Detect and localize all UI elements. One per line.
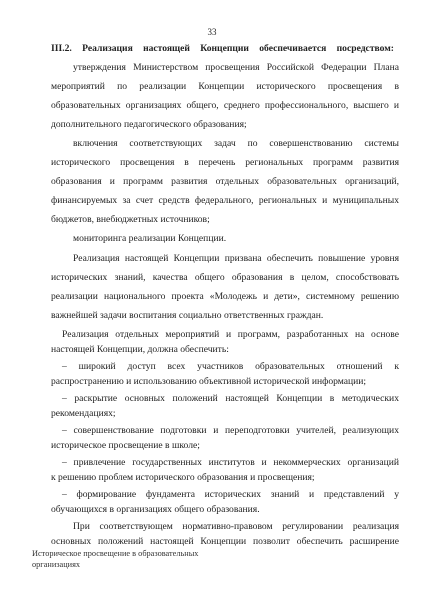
text-line: исторических знаний, качества общего образования в целом, способствовать [51,272,399,283]
text-line: основных положений настоящей Концепции позволит обеспечить расширение [51,536,399,547]
footer-line: организациях [32,560,81,569]
text-line: реализации национального проекта «Молодежь и дети», системному решению [51,291,399,302]
text-line: бюджетов, внебюджетных источников; [51,214,210,225]
text-line: утверждения Министерством просвещения Российской Федерации Плана [73,62,399,73]
text-line: мониторинга реализации Концепции. [73,233,227,244]
text-line: обучающихся в организациях общего образования. [51,504,260,515]
section-heading: III.2. Реализация настоящей Концепции обеспечивается посредством: [51,43,394,54]
page-number: 33 [207,27,217,37]
text-line: При соответствующем нормативно-правовом регулировании реализация [73,521,399,532]
text-line: дополнительного педагогического образования; [51,119,247,130]
text-line: Реализация настоящей Концепции призвана обеспечить повышение уровня [73,253,399,264]
text-line: исторического просвещения в перечень региональных программ развития [51,157,399,168]
list-item: – широкий доступ всех участников образовательных отношений к [62,361,399,372]
text-line: образования и программ развития отдельных образовательных организаций, [51,176,399,187]
text-line: финансируемых за счет средств федерального, региональных и муниципальных [51,195,399,206]
list-item: – совершенствование подготовки и переподготовки учителей, реализующих [62,425,399,436]
text-line: включения соответствующих задач по совершенствованию системы [73,138,399,149]
text-line: распространению и использованию объективной исторической информации; [51,376,367,387]
text-line: Реализация отдельных мероприятий и программ, разработанных на основе [62,329,399,340]
text-line: важнейшей задачи воспитания социально ответственных граждан. [51,310,324,321]
list-item: – раскрытие основных положений настоящей Концепции в методических [62,393,399,404]
text-line: образовательных организациях общего, среднего профессионального, высшего и [51,100,399,111]
text-line: настоящей Концепции, должна обеспечить: [51,344,229,355]
list-item: – привлечение государственных институтов и некоммерческих организаций [62,457,399,468]
footer [32,548,232,570]
text-line: к решению проблем исторического образования и просвещения; [51,472,315,483]
text-line: историческое просвещение в школе; [51,440,200,451]
footer-line: Историческое просвещение в образовательных [32,549,199,558]
list-item: – формирование фундамента исторических знаний и представлений у [62,489,399,500]
text-line: мероприятий по реализации Концепции исторического просвещения в [51,81,399,92]
text-line: рекомендациях; [51,408,116,419]
